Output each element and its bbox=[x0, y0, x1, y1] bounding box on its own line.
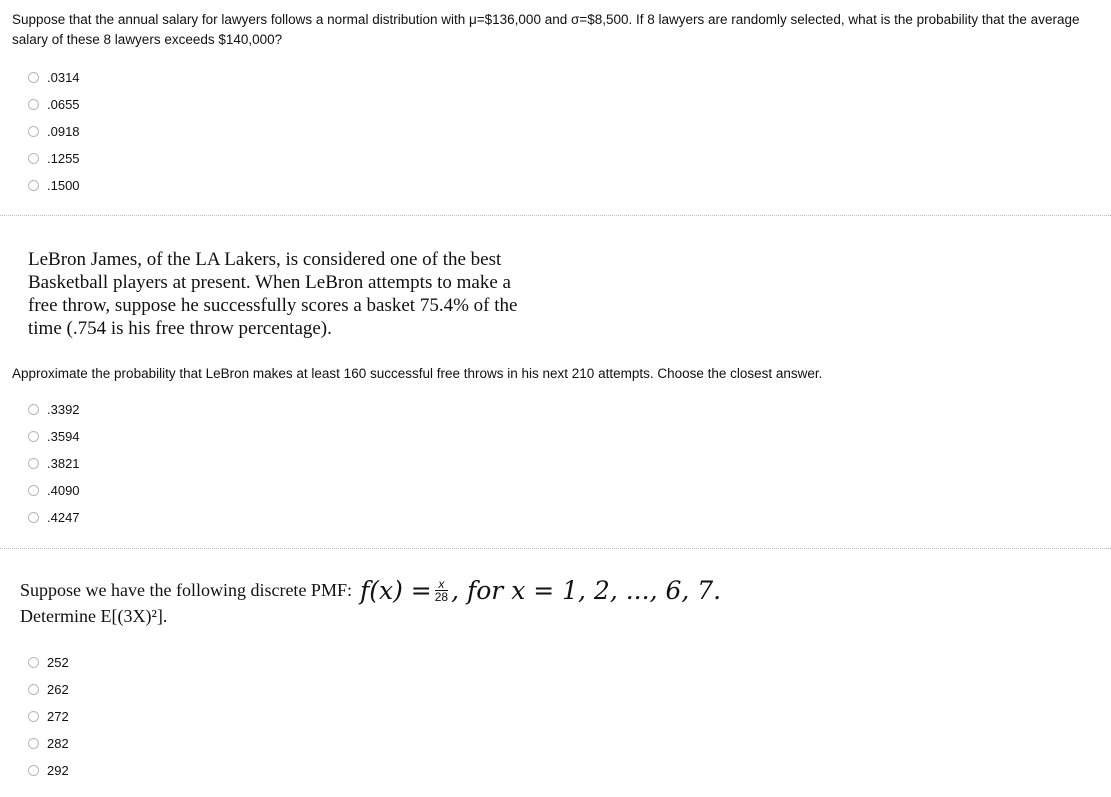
option[interactable] bbox=[28, 64, 80, 91]
option-label: .4247 bbox=[47, 510, 80, 525]
intro-line: LeBron James, of the LA Lakers, is considered one of the best bbox=[28, 249, 502, 270]
option-label: .0918 bbox=[47, 124, 80, 139]
radio-button[interactable] bbox=[28, 126, 39, 137]
radio-button[interactable] bbox=[28, 512, 39, 523]
option[interactable] bbox=[28, 730, 69, 757]
option[interactable] bbox=[28, 172, 80, 199]
option-label: .0314 bbox=[47, 70, 80, 85]
radio-button[interactable] bbox=[28, 684, 39, 695]
pmf-formula-rhs: , for x = 1, 2, ..., 6, 7. bbox=[451, 575, 722, 605]
pmf-line bbox=[20, 574, 920, 606]
fraction-denominator: 28 bbox=[434, 589, 449, 604]
option-label: 252 bbox=[47, 655, 69, 670]
radio-button[interactable] bbox=[28, 99, 39, 110]
option[interactable] bbox=[28, 423, 80, 450]
intro-line: Basketball players at present. When LeBron attempts to make a bbox=[28, 272, 511, 293]
radio-button[interactable] bbox=[28, 72, 39, 83]
option-label: .3594 bbox=[47, 429, 80, 444]
question-1 bbox=[0, 10, 1111, 50]
radio-button[interactable] bbox=[28, 738, 39, 749]
option-label: 292 bbox=[47, 763, 69, 778]
option-label: .1255 bbox=[47, 151, 80, 166]
option[interactable] bbox=[28, 676, 69, 703]
option[interactable] bbox=[28, 504, 80, 531]
pmf-lead: Suppose we have the following discrete PMF: bbox=[20, 579, 352, 600]
option[interactable] bbox=[28, 396, 80, 423]
question-2-prompt: Approximate the probability that LeBron makes at least 160 successful free throws in his next 210 attempts. Choose the closest answer. bbox=[12, 366, 823, 381]
option-label: 282 bbox=[47, 736, 69, 751]
option[interactable] bbox=[28, 450, 80, 477]
radio-button[interactable] bbox=[28, 657, 39, 668]
option[interactable] bbox=[28, 703, 69, 730]
question-2-options bbox=[28, 396, 80, 531]
pmf-formula-lhs: f(x) = bbox=[359, 575, 432, 605]
fraction-numerator: x bbox=[435, 578, 448, 591]
option-label: 272 bbox=[47, 709, 69, 724]
radio-button[interactable] bbox=[28, 458, 39, 469]
radio-button[interactable] bbox=[28, 431, 39, 442]
radio-button[interactable] bbox=[28, 765, 39, 776]
radio-button[interactable] bbox=[28, 485, 39, 496]
radio-button[interactable] bbox=[28, 404, 39, 415]
question-3-options bbox=[28, 649, 69, 784]
radio-button[interactable] bbox=[28, 711, 39, 722]
option-label: 262 bbox=[47, 682, 69, 697]
intro-line: free throw, suppose he successfully scores a basket 75.4% of the bbox=[28, 295, 518, 316]
radio-button[interactable] bbox=[28, 180, 39, 191]
pmf-fraction bbox=[435, 578, 448, 603]
question-2 bbox=[0, 364, 1111, 384]
option[interactable] bbox=[28, 91, 80, 118]
option[interactable] bbox=[28, 145, 80, 172]
option-label: .3392 bbox=[47, 402, 80, 417]
option-label: .0655 bbox=[47, 97, 80, 112]
option-label: .3821 bbox=[47, 456, 80, 471]
question-1-prompt: Suppose that the annual salary for lawyers follows a normal distribution with μ=$136,000 and σ=$8,500. If 8 lawyers are randomly selected, what is the probability that the average salary of these 8 lawyers exceeds $140,000? bbox=[12, 12, 1080, 47]
option-label: .4090 bbox=[47, 483, 80, 498]
radio-button[interactable] bbox=[28, 153, 39, 164]
option[interactable] bbox=[28, 118, 80, 145]
option[interactable] bbox=[28, 649, 69, 676]
divider bbox=[0, 548, 1111, 549]
question-3 bbox=[20, 574, 920, 626]
question-2-intro bbox=[28, 248, 588, 340]
divider bbox=[0, 215, 1111, 216]
intro-line: time (.754 is his free throw percentage). bbox=[28, 318, 332, 339]
option[interactable] bbox=[28, 477, 80, 504]
pmf-question: Determine E[(3X)²]. bbox=[20, 606, 168, 626]
option[interactable] bbox=[28, 757, 69, 784]
option-label: .1500 bbox=[47, 178, 80, 193]
question-1-options bbox=[28, 64, 80, 199]
